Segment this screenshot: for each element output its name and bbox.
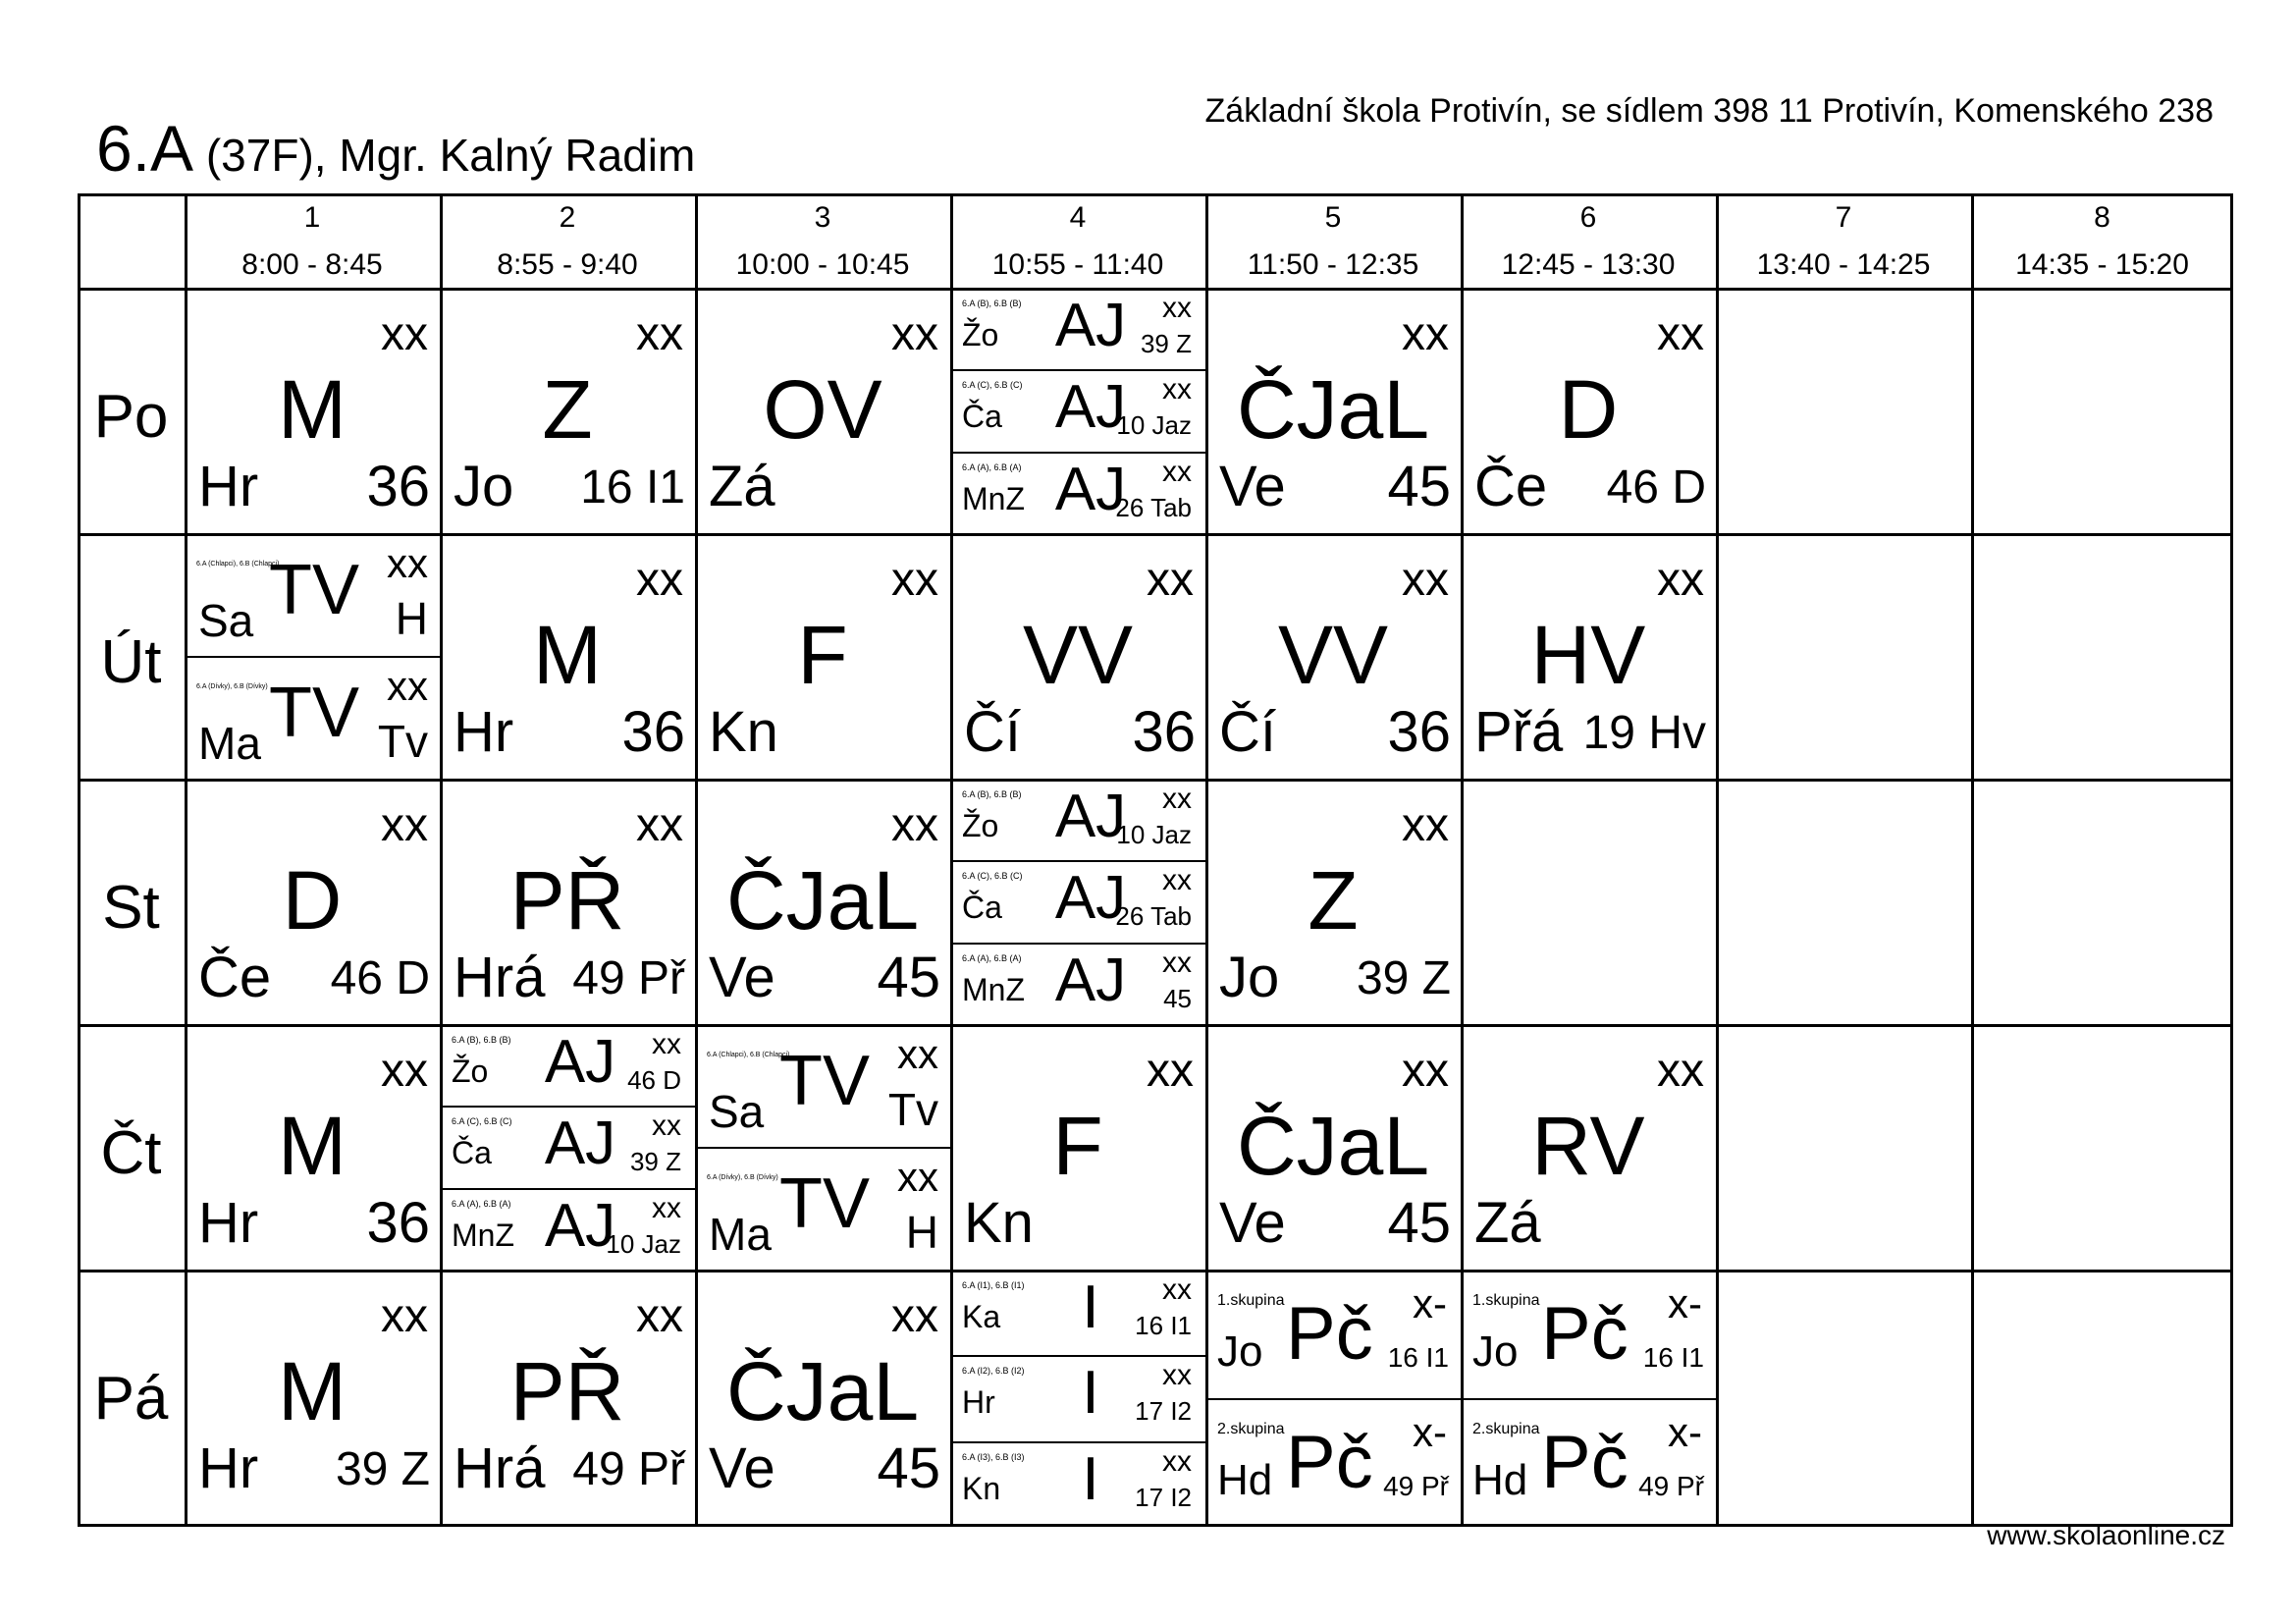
- teacher: Ka: [962, 1299, 1001, 1334]
- week-code: xx: [1162, 456, 1192, 488]
- week-code: xx: [381, 1045, 428, 1097]
- class-details: (37F), Mgr. Kalný Radim: [193, 130, 696, 181]
- teacher: Kn: [709, 700, 778, 764]
- teacher: Hr: [198, 455, 259, 518]
- subject: M: [278, 363, 347, 456]
- lesson-cell[interactable]: [185, 1270, 440, 1527]
- room: 36: [621, 700, 685, 764]
- sub-lesson[interactable]: [440, 1106, 695, 1187]
- room: 46 D: [627, 1065, 681, 1095]
- period-time: 10:00 - 10:45: [735, 248, 910, 281]
- sub-lesson[interactable]: [1205, 1270, 1461, 1398]
- room: 46 D: [330, 952, 430, 1004]
- week-code: xx: [897, 1154, 938, 1200]
- lesson-cell[interactable]: [695, 533, 950, 779]
- subject: M: [278, 1100, 347, 1192]
- lesson-cell[interactable]: [185, 779, 440, 1024]
- week-code: xx: [1147, 554, 1194, 606]
- week-code: xx: [1657, 554, 1704, 606]
- room: 16 I1: [1642, 1342, 1704, 1373]
- week-code: xx: [1402, 308, 1449, 360]
- room: 45: [1163, 984, 1192, 1013]
- group-label: 6.A (I3), 6.B (I3): [962, 1452, 1025, 1462]
- teacher: Žo: [962, 317, 999, 352]
- teacher: Zá: [709, 455, 775, 518]
- group-label: 1.skupina: [1217, 1292, 1285, 1309]
- period-time: 8:00 - 8:45: [241, 248, 383, 281]
- teacher: Jo: [1219, 946, 1280, 1009]
- teacher: Jo: [454, 455, 514, 518]
- lesson-cell[interactable]: [950, 779, 1205, 1024]
- footer-link[interactable]: www.skolaonline.cz: [1987, 1520, 2225, 1550]
- subject: OV: [763, 363, 882, 456]
- room: 16 I1: [1387, 1342, 1449, 1373]
- subject: VV: [1022, 609, 1134, 701]
- sub-lesson[interactable]: [950, 452, 1205, 533]
- lesson-cell[interactable]: [1461, 533, 1716, 779]
- subject: AJ: [1054, 783, 1127, 850]
- group-label: 1.skupina: [1472, 1292, 1540, 1309]
- subject: Pč: [1541, 1421, 1629, 1504]
- room: 36: [366, 1191, 430, 1255]
- lesson-cell[interactable]: [695, 1024, 950, 1270]
- sub-lesson[interactable]: [185, 656, 440, 779]
- group-label: 6.A (I2), 6.B (I2): [962, 1366, 1025, 1376]
- week-code: xx: [1162, 947, 1192, 979]
- week-code: xx: [636, 799, 683, 851]
- teacher: Hd: [1472, 1456, 1528, 1504]
- week-code: xx: [1162, 1273, 1192, 1306]
- week-code: xx: [1147, 1045, 1194, 1097]
- room: 39 Z: [335, 1443, 430, 1495]
- subject: Pč: [1286, 1292, 1373, 1376]
- sub-lesson[interactable]: [185, 533, 440, 656]
- lesson-cell[interactable]: [1205, 1270, 1461, 1527]
- subject: AJ: [544, 1110, 616, 1177]
- lesson-cell[interactable]: [1205, 779, 1461, 1024]
- lesson-cell[interactable]: [950, 533, 1205, 779]
- sub-lesson[interactable]: [1461, 1398, 1716, 1527]
- group-label: 6.A (Dívky), 6.B (Dívky): [707, 1174, 778, 1181]
- subject: ČJaL: [725, 854, 920, 947]
- period-time: 14:35 - 15:20: [2015, 248, 2189, 281]
- lesson-cell[interactable]: [440, 1270, 695, 1527]
- period-number: 6: [1579, 201, 1597, 234]
- empty-cell: [1971, 1024, 2233, 1270]
- sub-lesson[interactable]: [695, 1147, 950, 1270]
- room: 16 I1: [580, 461, 685, 514]
- subject: RV: [1531, 1100, 1645, 1192]
- teacher: MnZ: [962, 972, 1025, 1007]
- sub-lesson[interactable]: [950, 860, 1205, 942]
- teacher: Jo: [1217, 1327, 1263, 1376]
- teacher: Přá: [1474, 700, 1564, 764]
- teacher: Zá: [1474, 1191, 1541, 1255]
- period-number: 1: [303, 201, 321, 234]
- teacher: Če: [1474, 455, 1548, 518]
- grid-line-horizontal: [78, 193, 2233, 196]
- subject: AJ: [1054, 947, 1127, 1014]
- empty-cell: [1716, 288, 1971, 533]
- room: 16 I1: [1135, 1311, 1192, 1340]
- room: 39 Z: [1140, 329, 1192, 358]
- period-time: 13:40 - 14:25: [1756, 248, 1931, 281]
- subject: I: [1082, 1359, 1099, 1427]
- teacher: Če: [198, 946, 272, 1009]
- teacher: Čí: [1219, 700, 1276, 764]
- subject: ČJaL: [1236, 1100, 1430, 1192]
- period-number: 5: [1324, 201, 1342, 234]
- week-code: xx: [891, 799, 938, 851]
- class-name: 6.A: [96, 112, 194, 185]
- group-label: 6.A (B), 6.B (B): [962, 298, 1022, 308]
- timetable-grid: [78, 193, 2233, 1527]
- teacher: Ve: [709, 1436, 775, 1500]
- sub-lesson[interactable]: [950, 369, 1205, 451]
- group-label: 6.A (Chlapci), 6.B (Chlapci): [196, 561, 280, 568]
- subject: AJ: [544, 1192, 616, 1260]
- week-code: x-: [1668, 1409, 1702, 1455]
- week-code: xx: [381, 308, 428, 360]
- week-code: xx: [1402, 1045, 1449, 1097]
- subject: Z: [1308, 854, 1359, 947]
- lesson-cell[interactable]: [1461, 288, 1716, 533]
- sub-lesson[interactable]: [1461, 1270, 1716, 1398]
- lesson-cell[interactable]: [950, 288, 1205, 533]
- sub-lesson[interactable]: [440, 1188, 695, 1270]
- group-label: 6.A (C), 6.B (C): [452, 1116, 512, 1126]
- period-number: 8: [2094, 201, 2110, 234]
- room: 36: [366, 455, 430, 518]
- subject: I: [1082, 1273, 1099, 1341]
- week-code: xx: [1162, 783, 1192, 815]
- sub-lesson[interactable]: [1205, 1398, 1461, 1527]
- sub-lesson[interactable]: [695, 1024, 950, 1147]
- lesson-cell[interactable]: [1205, 533, 1461, 779]
- period-time: 11:50 - 12:35: [1247, 248, 1419, 281]
- subject: ČJaL: [725, 1345, 920, 1437]
- teacher: Hrá: [454, 1436, 546, 1500]
- teacher: Žo: [962, 808, 999, 843]
- room: 10 Jaz: [1116, 410, 1192, 440]
- group-label: 2.skupina: [1217, 1421, 1285, 1437]
- teacher: Sa: [709, 1086, 765, 1137]
- teacher: Hrá: [454, 946, 546, 1009]
- week-code: xx: [1402, 554, 1449, 606]
- subject: AJ: [1054, 292, 1127, 359]
- week-code: xx: [381, 799, 428, 851]
- teacher: Ča: [452, 1135, 492, 1170]
- room: 39 Z: [1356, 952, 1451, 1004]
- week-code: xx: [1657, 1045, 1704, 1097]
- week-code: xx: [636, 308, 683, 360]
- week-code: xx: [1162, 292, 1192, 324]
- room: 36: [1387, 700, 1451, 764]
- sub-lesson[interactable]: [950, 1441, 1205, 1527]
- group-label: 6.A (Chlapci), 6.B (Chlapci): [707, 1052, 790, 1058]
- subject: PŘ: [509, 1345, 625, 1437]
- week-code: xx: [891, 308, 938, 360]
- room: Tv: [887, 1084, 938, 1135]
- lesson-cell[interactable]: [950, 1024, 1205, 1270]
- subject: TV: [779, 1042, 871, 1120]
- day-label: St: [102, 874, 160, 942]
- lesson-cell[interactable]: [185, 288, 440, 533]
- group-label: 6.A (I1), 6.B (I1): [962, 1280, 1025, 1290]
- week-code: xx: [652, 1028, 681, 1060]
- room: 17 I2: [1135, 1396, 1192, 1426]
- group-label: 6.A (A), 6.B (A): [962, 462, 1022, 472]
- period-number: 7: [1835, 201, 1852, 234]
- sub-lesson[interactable]: [950, 779, 1205, 860]
- sub-lesson[interactable]: [440, 1024, 695, 1106]
- group-label: 2.skupina: [1472, 1421, 1540, 1437]
- sub-lesson[interactable]: [950, 1270, 1205, 1355]
- room: 45: [1387, 1191, 1451, 1255]
- room: 17 I2: [1135, 1483, 1192, 1512]
- week-code: xx: [891, 554, 938, 606]
- teacher: Ma: [198, 718, 261, 769]
- empty-cell: [1461, 779, 1716, 1024]
- teacher: Žo: [452, 1054, 489, 1089]
- teacher: Ve: [709, 946, 775, 1009]
- group-label: 6.A (A), 6.B (A): [452, 1199, 511, 1209]
- lesson-cell[interactable]: [185, 1024, 440, 1270]
- lesson-cell[interactable]: [185, 533, 440, 779]
- week-code: xx: [1162, 1359, 1192, 1391]
- period-number: 2: [559, 201, 576, 234]
- teacher: Kn: [962, 1471, 1001, 1506]
- group-label: 6.A (B), 6.B (B): [962, 789, 1022, 799]
- subject: AJ: [544, 1028, 616, 1096]
- teacher: Hr: [962, 1384, 995, 1420]
- week-code: x-: [1413, 1409, 1447, 1455]
- teacher: Kn: [964, 1191, 1034, 1255]
- week-code: xx: [381, 1290, 428, 1342]
- subject: D: [282, 854, 343, 947]
- empty-cell: [1971, 779, 2233, 1024]
- room: 39 Z: [629, 1147, 681, 1176]
- teacher: MnZ: [962, 481, 1025, 516]
- subject: TV: [269, 551, 360, 629]
- room: 19 Hv: [1582, 707, 1706, 759]
- empty-cell: [1716, 1024, 1971, 1270]
- lesson-cell[interactable]: [440, 1024, 695, 1270]
- group-label: 6.A (A), 6.B (A): [962, 953, 1022, 963]
- room: 45: [1387, 455, 1451, 518]
- lesson-cell[interactable]: [1205, 288, 1461, 533]
- school-name: Základní škola Protivín, se sídlem 398 11 Protivín, Komenského 238: [1204, 92, 2214, 130]
- lesson-cell[interactable]: [950, 1270, 1205, 1527]
- subject: M: [278, 1345, 347, 1437]
- day-label: Út: [100, 628, 162, 696]
- teacher: Hd: [1217, 1456, 1273, 1504]
- week-code: xx: [1162, 1445, 1192, 1478]
- group-label: 6.A (B), 6.B (B): [452, 1035, 511, 1045]
- lesson-cell[interactable]: [1461, 1270, 1716, 1527]
- subject: F: [797, 609, 848, 701]
- subject: M: [533, 609, 602, 701]
- teacher: Hr: [454, 700, 514, 764]
- teacher: Ve: [1219, 1191, 1286, 1255]
- group-label: 6.A (C), 6.B (C): [962, 871, 1023, 881]
- lesson-cell[interactable]: [1205, 1024, 1461, 1270]
- subject: HV: [1530, 609, 1646, 701]
- week-code: xx: [1162, 864, 1192, 896]
- teacher: Ma: [709, 1209, 772, 1260]
- room: 36: [1132, 700, 1196, 764]
- period-time: 12:45 - 13:30: [1501, 248, 1676, 281]
- teacher: Hr: [198, 1191, 259, 1255]
- room: H: [905, 1207, 938, 1258]
- room: 46 D: [1606, 461, 1706, 514]
- week-code: xx: [636, 1290, 683, 1342]
- group-label: 6.A (C), 6.B (C): [962, 380, 1023, 390]
- week-code: xx: [1402, 799, 1449, 851]
- empty-cell: [1971, 533, 2233, 779]
- lesson-cell[interactable]: [695, 779, 950, 1024]
- sub-lesson[interactable]: [950, 288, 1205, 369]
- sub-lesson[interactable]: [950, 943, 1205, 1024]
- lesson-cell[interactable]: [695, 1270, 950, 1527]
- room: 49 Př: [572, 1443, 685, 1495]
- room: Tv: [377, 716, 428, 767]
- teacher: Čí: [964, 700, 1021, 764]
- teacher: Sa: [198, 595, 254, 646]
- empty-cell: [1716, 779, 1971, 1024]
- day-label: Čt: [100, 1119, 162, 1187]
- empty-cell: [1971, 288, 2233, 533]
- room: 10 Jaz: [606, 1229, 681, 1259]
- room: H: [395, 593, 428, 644]
- group-label: 6.A (Dívky), 6.B (Dívky): [196, 683, 268, 690]
- lesson-cell[interactable]: [440, 533, 695, 779]
- empty-cell: [1971, 1270, 2233, 1527]
- room: 49 Př: [1383, 1471, 1449, 1501]
- subject: Z: [542, 363, 593, 456]
- week-code: xx: [636, 554, 683, 606]
- room: 45: [877, 946, 940, 1009]
- subject: TV: [779, 1164, 871, 1243]
- period-number: 3: [814, 201, 831, 234]
- lesson-cell[interactable]: [440, 779, 695, 1024]
- subject: D: [1558, 363, 1619, 456]
- week-code: x-: [1413, 1280, 1447, 1326]
- period-time: 10:55 - 11:40: [991, 248, 1164, 281]
- week-code: xx: [891, 1290, 938, 1342]
- subject: PŘ: [509, 854, 625, 947]
- subject: AJ: [1054, 456, 1127, 523]
- week-code: xx: [1657, 308, 1704, 360]
- week-code: xx: [1162, 373, 1192, 406]
- subject: Pč: [1286, 1421, 1373, 1504]
- period-time: 8:55 - 9:40: [497, 248, 638, 281]
- lesson-cell[interactable]: [695, 288, 950, 533]
- teacher: Ča: [962, 399, 1002, 434]
- period-number: 4: [1069, 201, 1087, 234]
- page-title: [96, 112, 696, 185]
- lesson-cell[interactable]: [1461, 1024, 1716, 1270]
- week-code: xx: [387, 540, 428, 586]
- week-code: x-: [1668, 1280, 1702, 1326]
- subject: AJ: [1054, 864, 1127, 932]
- teacher: Ča: [962, 890, 1002, 925]
- subject: AJ: [1054, 373, 1127, 441]
- subject: F: [1052, 1100, 1103, 1192]
- day-label: Pá: [93, 1365, 169, 1433]
- week-code: xx: [387, 663, 428, 709]
- teacher: Jo: [1472, 1327, 1519, 1376]
- lesson-cell[interactable]: [440, 288, 695, 533]
- subject: I: [1082, 1445, 1099, 1513]
- teacher: MnZ: [452, 1218, 514, 1253]
- sub-lesson[interactable]: [950, 1355, 1205, 1440]
- room: 26 Tab: [1115, 901, 1192, 931]
- day-label: Po: [93, 383, 169, 451]
- teacher: Ve: [1219, 455, 1286, 518]
- week-code: xx: [897, 1031, 938, 1077]
- week-code: xx: [652, 1110, 681, 1142]
- teacher: Hr: [198, 1436, 259, 1500]
- subject: Pč: [1541, 1292, 1629, 1376]
- empty-cell: [1716, 1270, 1971, 1527]
- subject: VV: [1277, 609, 1389, 701]
- room: 26 Tab: [1115, 493, 1192, 522]
- empty-cell: [1716, 533, 1971, 779]
- subject: TV: [269, 674, 360, 752]
- room: 49 Př: [572, 952, 685, 1004]
- week-code: xx: [652, 1192, 681, 1224]
- room: 45: [877, 1436, 940, 1500]
- room: 49 Př: [1638, 1471, 1704, 1501]
- room: 10 Jaz: [1116, 820, 1192, 849]
- subject: ČJaL: [1236, 363, 1430, 456]
